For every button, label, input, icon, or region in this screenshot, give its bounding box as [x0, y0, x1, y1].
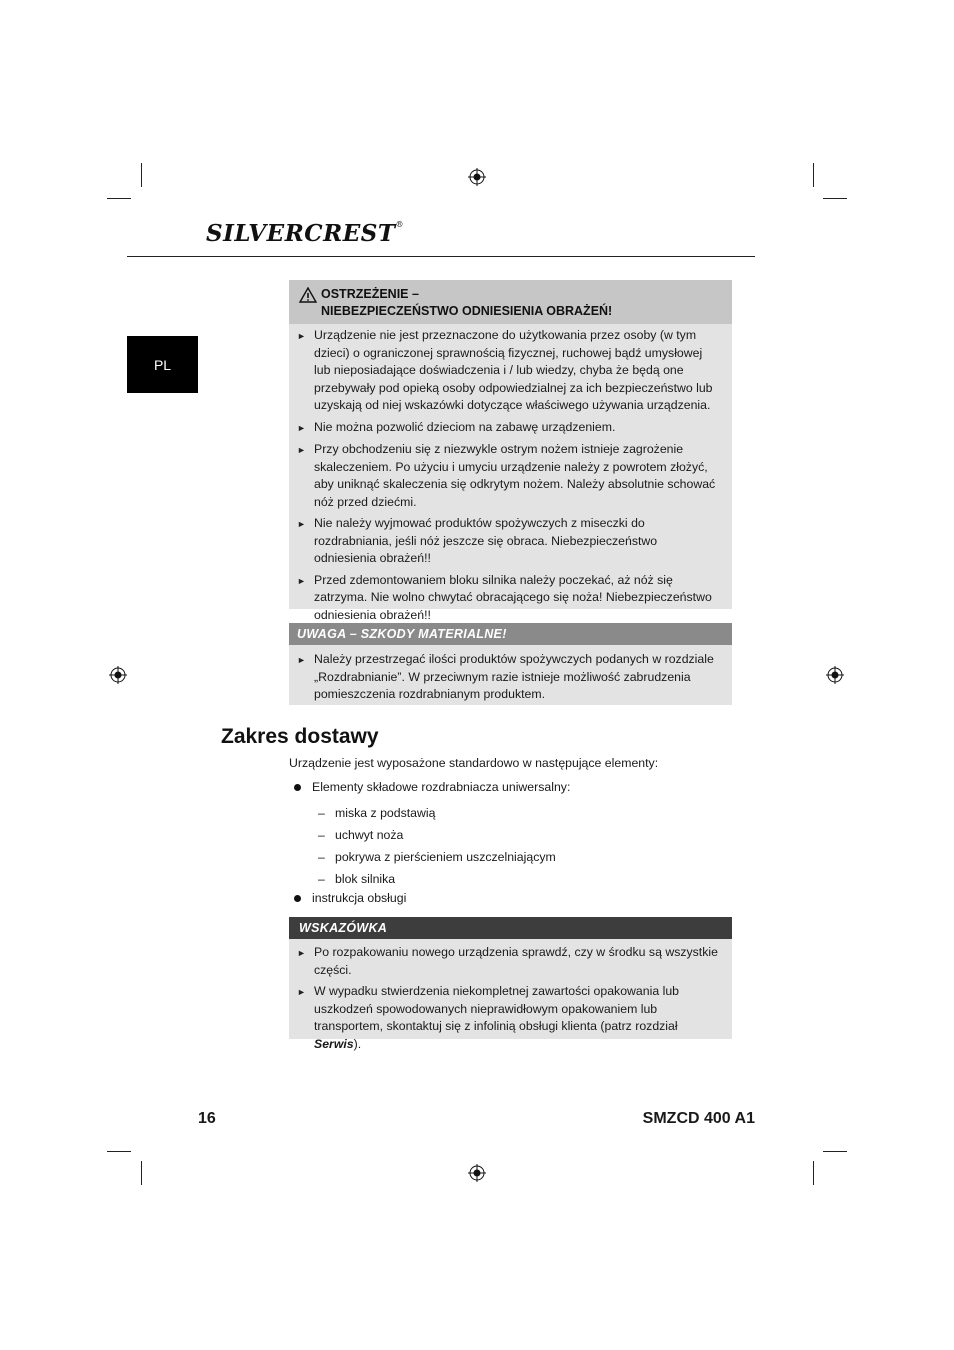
- warning-triangle-icon: [299, 287, 317, 303]
- arrow-bullet-icon: ►: [297, 948, 306, 958]
- registration-mark-icon: [468, 1164, 486, 1182]
- note-list: [289, 939, 732, 1059]
- registration-mark-icon: [826, 666, 844, 684]
- list-item: ► Nie należy wyjmować produktów spożywczych z miseczki do rozdrabniania, jeśli nóż jeszcze się obraca. Niebezpieczeństwo odniesienia obrażeń!!: [297, 515, 722, 568]
- service-chapter-reference: Serwis: [314, 1036, 354, 1051]
- crop-mark: [813, 1161, 814, 1185]
- list-item: ► Przed zdemontowaniem bloku silnika należy poczekać, aż nóż się zatrzyma. Nie wolno chwytać obracającego się noża! Niebezpieczeństwo odniesienia obrażeń!!: [297, 572, 722, 625]
- arrow-bullet-icon: ►: [297, 655, 306, 665]
- warning-box: [289, 280, 732, 622]
- warning-list: [289, 324, 732, 630]
- registration-mark-icon: [468, 168, 486, 186]
- bullet-dot-icon: [294, 895, 301, 902]
- brand-logo: SILVERCREST®: [206, 220, 404, 247]
- arrow-bullet-icon: ►: [297, 987, 306, 997]
- arrow-bullet-icon: ►: [297, 422, 306, 433]
- section-intro: Urządzenie jest wyposażone standardowo w następujące elementy:: [289, 756, 659, 770]
- crop-mark: [813, 163, 814, 187]
- sub-list-item: – blok silnika: [318, 872, 396, 886]
- crop-mark: [141, 163, 142, 187]
- list-item: ► Urządzenie nie jest przeznaczone do użytkowania przez osoby (w tym dzieci) o ograniczonej sprawnością fizycznej, ruchowej bądź umysłowej lub nieposiadające doświadczenia i / lub wiedzy, chyba że będą one przebywały pod opieką osoby odpowiedzialnej za ich bezpieczeństwo lub uzyskają od niej wskazówki dotyczące właściwego używania urządzenia.: [297, 327, 722, 415]
- crop-mark: [107, 198, 131, 199]
- arrow-bullet-icon: ►: [297, 575, 306, 586]
- list-item: instrukcja obsługi: [294, 891, 406, 905]
- list-item: Elementy składowe rozdrabniacza uniwersalny:: [294, 780, 570, 794]
- note-header: WSKAZÓWKA: [289, 917, 732, 939]
- sub-list-item: – pokrywa z pierścieniem uszczelniającym: [318, 850, 556, 864]
- header-divider: [127, 256, 755, 257]
- section-heading: Zakres dostawy: [221, 725, 379, 748]
- crop-mark: [823, 1151, 847, 1152]
- list-item: ► Należy przestrzegać ilości produktów spożywczych podanych w rozdziale „Rozdrabnianie”. W przeciwnym razie istnieje możliwość zabrudzenia pomieszczenia rozdrabnianym produktem.: [297, 651, 722, 704]
- warning-header: [289, 280, 732, 324]
- warning-title-line1: OSTRZEŻENIE –: [321, 287, 419, 301]
- caution-list: [289, 645, 732, 710]
- list-item: ► Nie można pozwolić dzieciom na zabawę urządzeniem.: [297, 419, 722, 438]
- list-item: ► Po rozpakowaniu nowego urządzenia sprawdź, czy w środku są wszystkie części.: [297, 944, 722, 979]
- registration-mark-icon: [109, 666, 127, 684]
- model-number: SMZCD 400 A1: [642, 1110, 755, 1127]
- sub-list-item: – uchwyt noża: [318, 828, 404, 842]
- language-tab: PL: [127, 336, 198, 393]
- list-item: ► Przy obchodzeniu się z niezwykle ostrym nożem istnieje zagrożenie skaleczeniem. Po użyciu i umyciu urządzenie należy z powrotem złożyć, aby uniknąć skaleczenia się odkrytym nożem. Należy absolutnie schować nóż przed dziećmi.: [297, 441, 722, 511]
- crop-mark: [141, 1161, 142, 1185]
- caution-header: UWAGA – SZKODY MATERIALNE!: [289, 623, 732, 645]
- warning-title-line2: NIEBEZPIECZEŃSTWO ODNIESIENIA OBRAŻEŃ!: [321, 304, 613, 318]
- crop-mark: [823, 198, 847, 199]
- note-box: [289, 917, 732, 1051]
- list-item: ► W wypadku stwierdzenia niekompletnej zawartości opakowania lub uszkodzeń spowodowanych nieprawidłowym opakowaniem lub transportem, skontaktuj się z infolinią obsługi klienta (patrz rozdział Serwis).: [297, 983, 722, 1053]
- arrow-bullet-icon: ►: [297, 331, 306, 341]
- page-number: 16: [198, 1110, 216, 1127]
- bullet-dot-icon: [294, 784, 301, 791]
- sub-list-item: – miska z podstawią: [318, 806, 436, 820]
- arrow-bullet-icon: ►: [297, 519, 306, 529]
- arrow-bullet-icon: ►: [297, 445, 306, 455]
- caution-box: [289, 623, 732, 705]
- crop-mark: [107, 1151, 131, 1152]
